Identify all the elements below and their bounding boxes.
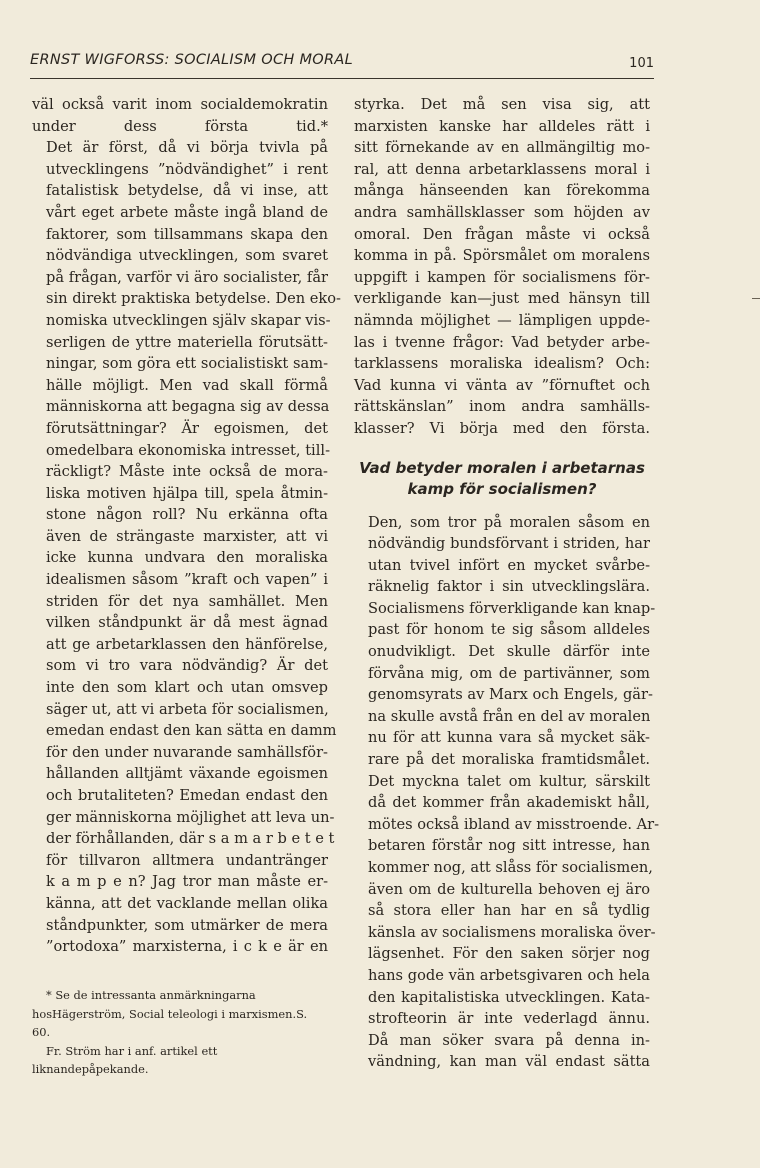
text-line: verkligande kan—just med hänsyn till xyxy=(354,290,650,308)
text-line: på frågan, varför vi äro socialister, får xyxy=(46,268,328,286)
text-line: rare på det moraliska framtidsmålet. xyxy=(368,751,650,769)
text-line: och brutaliteten? Emedan endast den xyxy=(46,787,328,804)
paragraph xyxy=(354,94,650,440)
text-line: nödvändiga utvecklingen, som svaret xyxy=(46,247,328,265)
text-line: då det kommer från akademiskt håll, xyxy=(368,794,650,812)
paragraph xyxy=(32,94,328,137)
text-line: sin direkt praktiska betydelse. Den eko- xyxy=(46,290,341,308)
text-line: faktorer, som tillsammans skapa den xyxy=(46,225,328,243)
text-line: hans gode vän arbetsgivaren och hela xyxy=(368,966,650,984)
text-line: der förhållanden, där s a m a r b e t e t xyxy=(46,830,335,848)
text-line: komma in på. Spörsmålet om moralens xyxy=(354,247,650,265)
paragraph xyxy=(32,137,341,958)
text-line: räknelig faktor i sin utvecklingslära. xyxy=(368,578,650,596)
text-line: tarklassens moraliska idealism? Och: xyxy=(354,355,650,373)
text-line: mötes också ibland av misstroende. Ar- xyxy=(368,815,660,833)
paragraph xyxy=(354,512,660,1030)
text-line: nu för att kunna vara så mycket säk- xyxy=(368,729,650,747)
left-column xyxy=(32,94,341,958)
footnote xyxy=(32,986,328,1042)
text-line: emedan endast den kan sätta en damm xyxy=(46,722,337,740)
text-line: fatalistisk betydelse, då vi inse, att xyxy=(46,182,328,200)
text-line: räckligt? Måste inte också de mora- xyxy=(46,463,328,481)
text-line: serligen de yttre materiella förutsätt- xyxy=(46,333,328,351)
section-heading xyxy=(354,458,650,500)
edge-mark xyxy=(752,298,760,299)
text-line: känsla av socialismens moraliska över- xyxy=(368,923,656,941)
right-column xyxy=(354,94,660,1073)
text-line: förutsättningar? Är egoismen, det xyxy=(46,419,328,437)
text-line: att ge arbetarklassen den hänförelse, xyxy=(46,635,328,653)
text-line: för tillvaron alltmera undantränger xyxy=(46,851,328,869)
text-line: strofteorin är inte vederlagd ännu. xyxy=(368,1010,650,1028)
text-line: nämnda möjlighet — lämpligen uppde- xyxy=(354,311,650,329)
text-line: många hänseenden kan förekomma xyxy=(354,182,650,200)
text-line: kommer nog, att slåss för socialismen, xyxy=(368,859,653,876)
running-title: ERNST WIGFORSS: SOCIALISM OCH MORAL xyxy=(30,52,353,68)
paragraph xyxy=(354,1030,650,1073)
text-line: klasser? Vi börja med den första. xyxy=(354,419,650,437)
section-heading-line: Vad betyder moralen i arbetarnas xyxy=(359,458,645,477)
text-line: genomsyrats av Marx och Engels, gär- xyxy=(368,686,653,704)
text-line: vändning, kan man väl endast sätta xyxy=(368,1053,650,1071)
text-line: Det är först, då vi börja tvivla på xyxy=(46,139,328,157)
text-line: ”ortodoxa” marxisterna, i c k e är en xyxy=(46,938,328,956)
text-line: onudvikligt. Det skulle därför inte xyxy=(368,643,650,661)
text-line: icke kunna undvara den moraliska xyxy=(46,549,328,567)
text-line: människorna att begagna sig av dessa xyxy=(46,398,330,416)
text-line: vårt eget arbete måste ingå bland de xyxy=(46,203,328,221)
text-line: så stora eller han har en så tydlig xyxy=(368,902,650,920)
text-line: ningar, som göra ett socialistiskt sam- xyxy=(46,355,328,373)
text-line: även de strängaste marxister, att vi xyxy=(46,527,328,545)
text-line: inte den som klart och utan omsvep xyxy=(46,679,328,697)
text-line: även om de kulturella behoven ej äro xyxy=(368,880,650,898)
text-line: utan tvivel infört en mycket svårbe- xyxy=(368,556,650,574)
text-line: hållanden alltjämt växande egoismen xyxy=(46,765,328,783)
text-line: förvåna mig, om de partivänner, som xyxy=(368,664,650,682)
text-line: ståndpunkter, som utmärker de mera xyxy=(46,916,328,934)
text-line: hälle möjligt. Men vad skall förmå xyxy=(46,376,328,394)
footnotes xyxy=(32,986,328,1079)
text-line: säger ut, att vi arbeta för socialismen, xyxy=(46,700,329,718)
text-line: ral, att denna arbetarklassens moral i xyxy=(354,160,650,178)
text-line: utvecklingens ”nödvändighet” i rent xyxy=(46,160,328,178)
text-line: Då man söker svara på denna in- xyxy=(368,1031,650,1049)
text-line: Fr. Ström har i anf. artikel ett liknande xyxy=(32,1043,218,1076)
text-line: omedelbara ekonomiska intresset, till- xyxy=(46,441,330,459)
text-line: vilken ståndpunkt är då mest ägnad xyxy=(46,614,328,632)
text-line: Hägerström, Social teleologi i marxismen. xyxy=(52,1006,297,1021)
text-line: sitt förnekande av en allmängiltig mo- xyxy=(354,139,650,157)
text-line: uppgift i kampen för socialismens för- xyxy=(354,268,650,286)
text-line: för den under nuvarande samhällsför- xyxy=(46,743,328,761)
text-line: Den, som tror på moralen såsom en xyxy=(368,513,650,531)
text-line: * Se de intressanta anmärkningarna hos xyxy=(32,988,256,1021)
text-line: k a m p e n? Jag tror man måste er- xyxy=(46,873,328,891)
section-heading-line: kamp för socialismen? xyxy=(407,479,597,498)
text-line: Socialismens förverkligande kan knap- xyxy=(368,599,656,617)
text-line: idealismen såsom ”kraft och vapen” i xyxy=(46,571,328,589)
text-line: påpekande. xyxy=(81,1062,149,1076)
text-line: rättskänslan” inom andra samhälls- xyxy=(354,398,650,416)
text-line: lägsenhet. För den saken sörjer nog xyxy=(368,945,650,963)
text-line: andra samhällsklasser som höjden av xyxy=(354,203,650,221)
text-line: känna, att det vacklande mellan olika xyxy=(46,894,328,912)
running-head xyxy=(30,50,654,79)
text-line: ger människorna möjlighet att leva un- xyxy=(46,808,335,826)
text-line: den kapitalistiska utvecklingen. Kata- xyxy=(368,988,650,1006)
text-line: Vad kunna vi vänta av ”förnuftet och xyxy=(354,376,650,394)
text-line: betaren förstår nog sitt intresse, han xyxy=(368,837,650,855)
text-line: Det myckna talet om kultur, särskilt xyxy=(368,772,650,790)
text-line: striden för det nya samhället. Men xyxy=(46,592,328,610)
text-line: som vi tro vara nödvändig? Är det xyxy=(46,657,328,675)
footnote xyxy=(32,1042,328,1079)
text-line: under dess första tid.* xyxy=(32,117,328,135)
text-line: väl också varit inom socialdemokratin xyxy=(32,96,328,113)
text-line: las i tvenne frågor: Vad betyder arbe- xyxy=(354,333,650,351)
text-line: nomiska utvecklingen själv skapar vis- xyxy=(46,311,331,329)
page-number: 101 xyxy=(629,56,654,71)
text-line: nödvändig bundsförvant i striden, har xyxy=(368,535,650,553)
text-line: stone någon roll? Nu erkänna ofta xyxy=(46,506,328,524)
text-line: past för honom te sig såsom alldeles xyxy=(368,621,650,639)
text-line: omoral. Den frågan måste vi också xyxy=(354,225,650,243)
text-line: styrka. Det må sen visa sig, att xyxy=(354,96,650,113)
text-line: S. 60. xyxy=(32,1006,308,1039)
text-line: na skulle avstå från en del av moralen xyxy=(368,707,651,725)
text-line: liska motiven hjälpa till, spela åtmin- xyxy=(46,484,328,502)
text-line: marxisten kanske har alldeles rätt i xyxy=(354,117,650,135)
